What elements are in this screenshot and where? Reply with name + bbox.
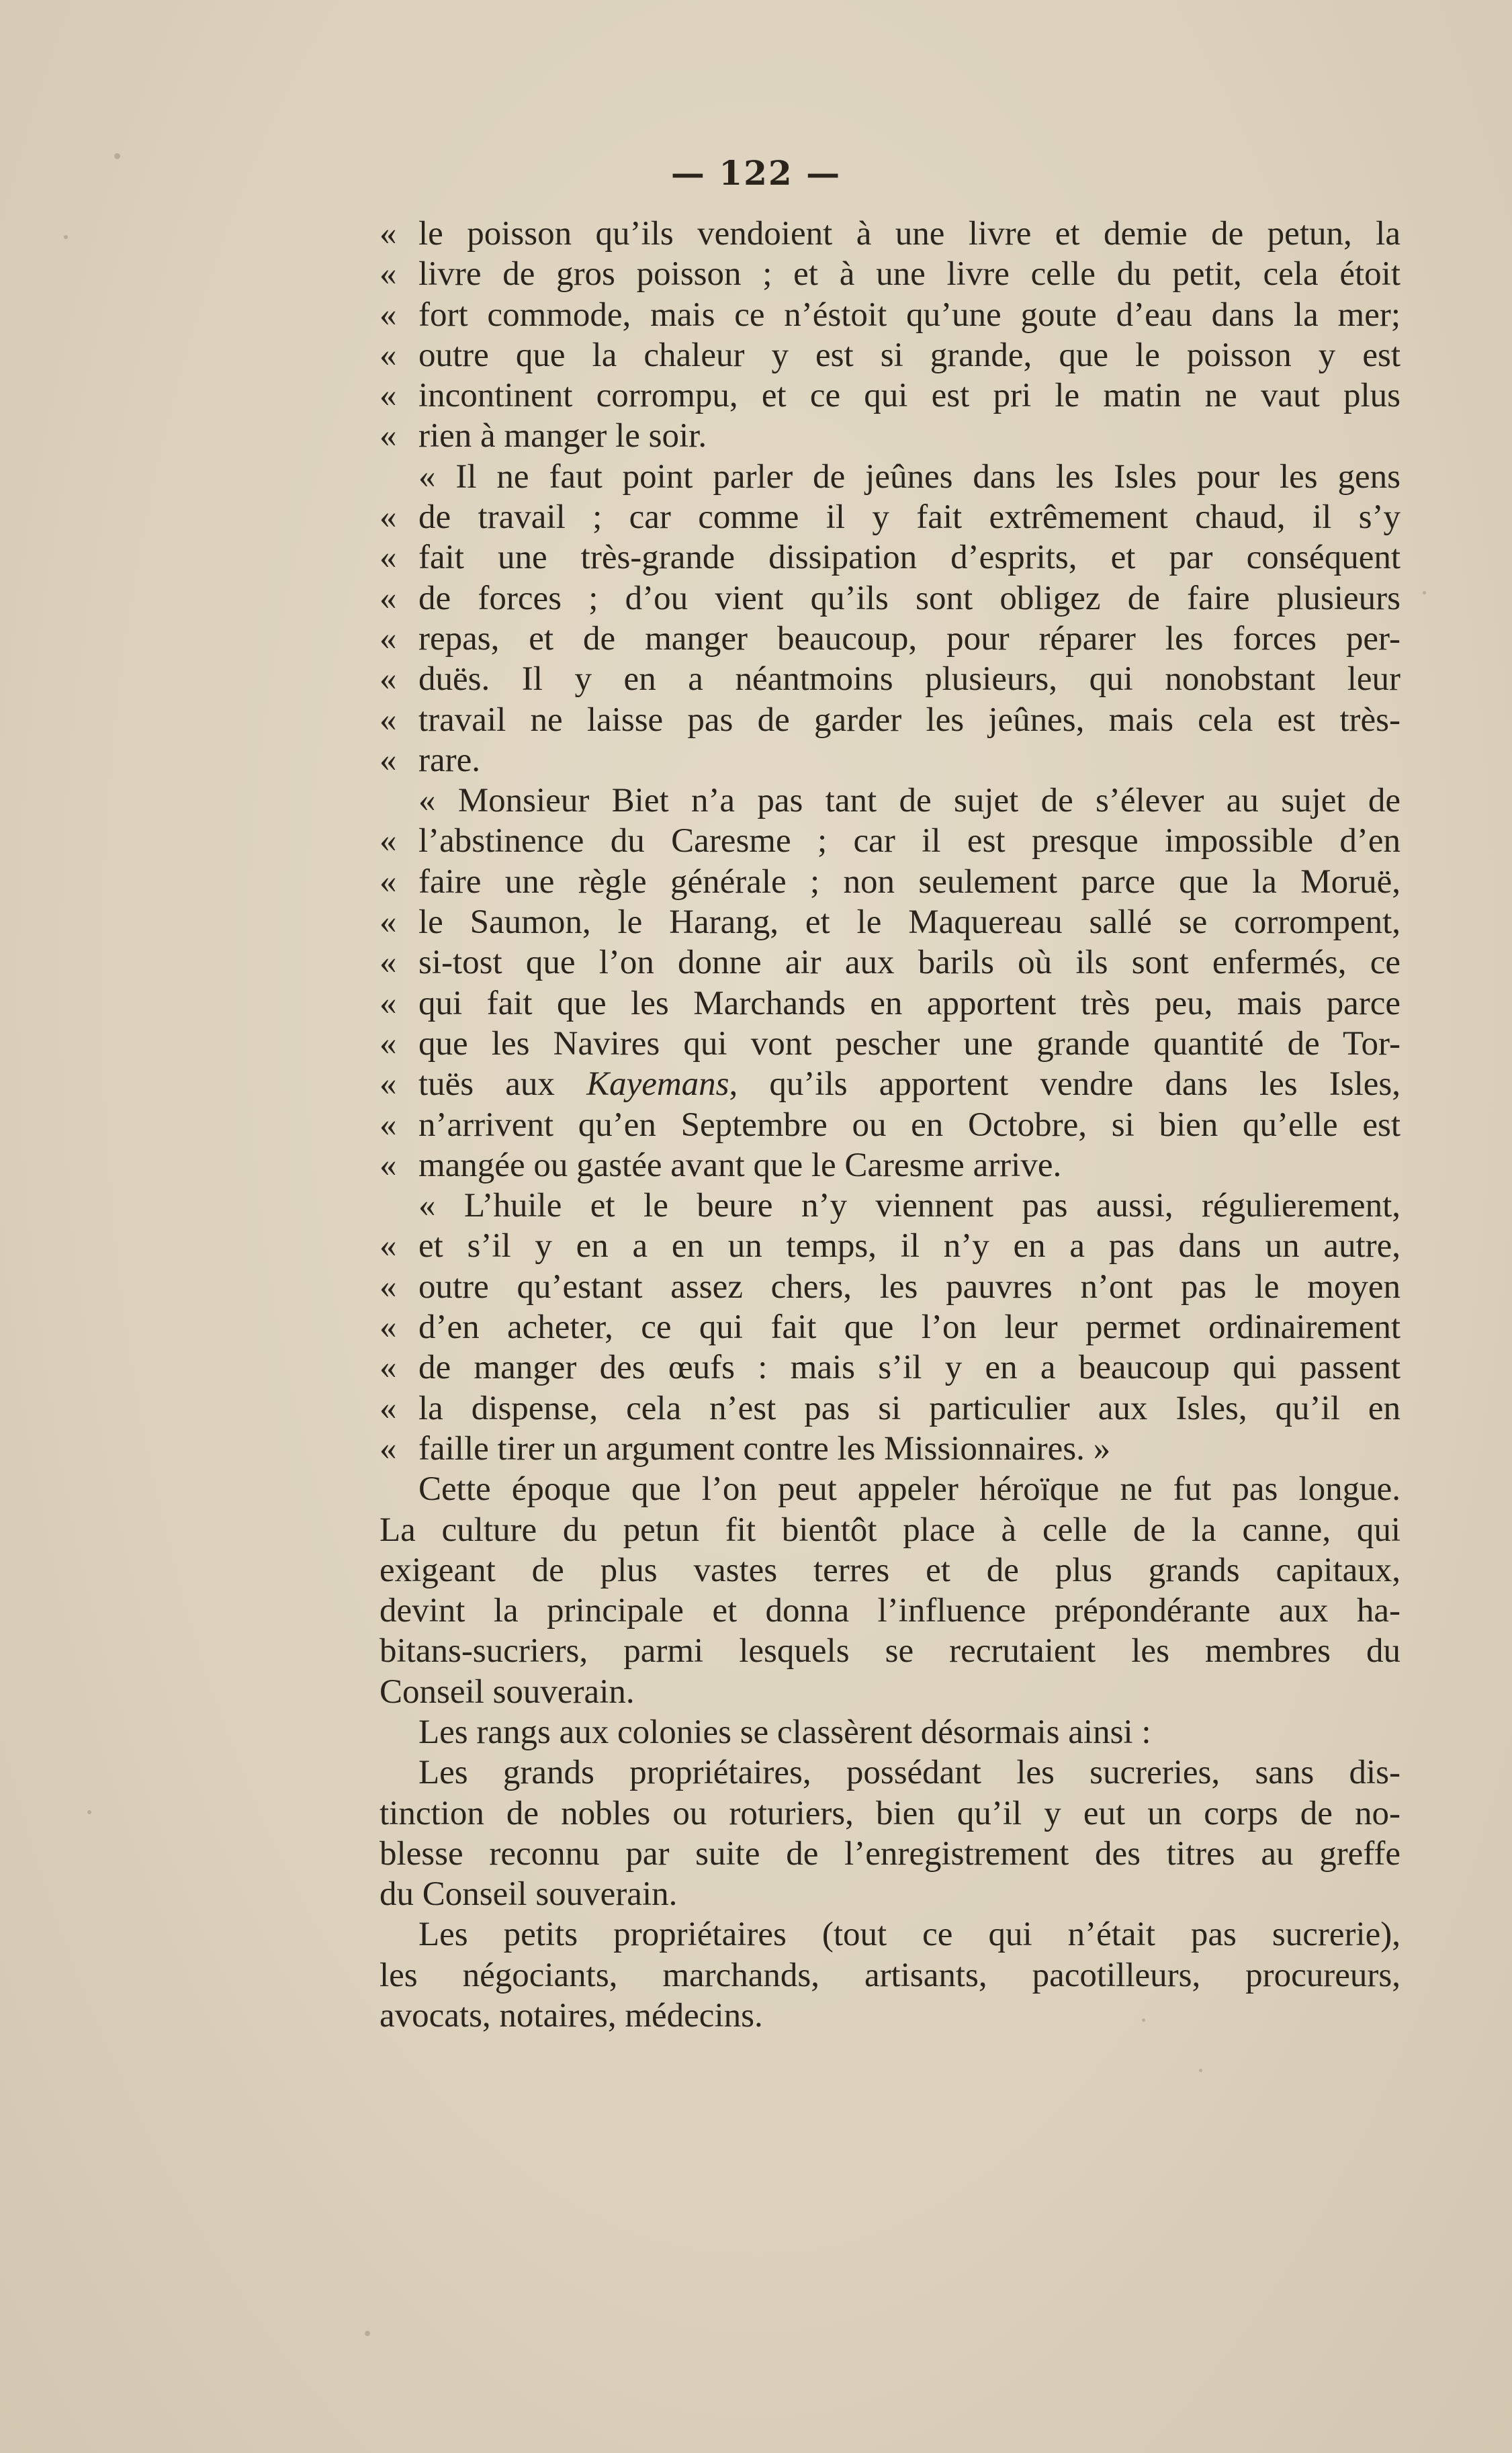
line-segment: Les grands propriétaires, possédant les sucreries, sans dis- xyxy=(418,1754,1400,1792)
text-line xyxy=(380,254,1400,294)
text-line xyxy=(380,1186,1400,1226)
line-text xyxy=(380,1591,1400,1631)
line-text xyxy=(418,942,1400,983)
line-segment: tinction de nobles ou roturiers, bien qu’il y eut un corps de no- xyxy=(380,1794,1400,1832)
line-segment: fait une très-grande dissipation d’esprits, et par conséquent xyxy=(418,539,1400,577)
line-text xyxy=(418,1226,1400,1266)
text-line xyxy=(380,1591,1400,1631)
line-segment: si-tost que l’on donne air aux barils où ils sont enfermés, ce xyxy=(418,944,1400,982)
line-segment: La culture du petun fit bientôt place à celle de la canne, qui xyxy=(380,1511,1400,1549)
line-segment: faille tirer un argument contre les Missionnaires. » xyxy=(418,1429,1111,1468)
text-line xyxy=(380,416,1400,456)
guillemet-mark: « xyxy=(380,1024,397,1063)
text-line xyxy=(380,1631,1400,1671)
text-line xyxy=(380,1914,1400,1955)
line-segment: rien à manger le soir. xyxy=(418,417,707,455)
line-segment: le poisson qu’ils vendoient à une livre et demie de petun, la xyxy=(418,215,1400,253)
text-line xyxy=(380,1024,1400,1064)
line-segment: l’abstinence du Caresme ; car il est presque impossible d’en xyxy=(418,822,1400,860)
text-line xyxy=(380,1307,1400,1347)
line-text xyxy=(380,1955,1400,1996)
line-text xyxy=(418,862,1400,902)
guillemet-mark: « xyxy=(380,255,397,294)
line-text xyxy=(418,1145,1400,1186)
text-line xyxy=(380,821,1400,861)
line-segment: le Saumon, le Harang, et le Maquereau sallé se corrompent, xyxy=(418,903,1400,942)
text-line xyxy=(380,1874,1400,1914)
page-number: — 122 — xyxy=(670,153,842,193)
guillemet-mark: « xyxy=(380,296,397,334)
text-line xyxy=(380,1145,1400,1186)
text-line xyxy=(380,780,1400,821)
line-segment: que les Navires qui vont pescher une grande quantité de Tor- xyxy=(418,1024,1400,1063)
guillemet-mark: « xyxy=(380,1227,397,1265)
guillemet-mark: « xyxy=(380,1267,397,1306)
line-segment: travail ne laisse pas de garder les jeûnes, mais cela est très- xyxy=(418,701,1400,739)
text-line xyxy=(380,1105,1400,1145)
line-text xyxy=(418,1752,1400,1793)
line-segment: blesse reconnu par suite de l’enregistrement des titres au greffe xyxy=(380,1834,1400,1873)
text-line xyxy=(380,1429,1400,1469)
guillemet-mark: « xyxy=(380,417,397,455)
line-text xyxy=(418,1186,1400,1226)
line-text xyxy=(418,1307,1400,1347)
line-segment: Les rangs aux colonies se classèrent désormais ainsi : xyxy=(418,1713,1151,1751)
line-segment: et s’il y en a en un temps, il n’y en a pas dans un autre, xyxy=(418,1227,1400,1265)
text-line xyxy=(380,1955,1400,1996)
guillemet-mark: « xyxy=(380,944,397,982)
guillemet-mark: « xyxy=(380,903,397,942)
line-segment: « L’huile et le beure n’y viennent pas aussi, régulierement, xyxy=(418,1187,1400,1225)
guillemet-mark: « xyxy=(380,701,397,739)
text-line xyxy=(380,902,1400,942)
line-segment: du Conseil souverain. xyxy=(380,1875,678,1914)
line-text xyxy=(418,1712,1400,1752)
line-text xyxy=(418,821,1400,861)
line-text xyxy=(380,1672,1400,1712)
line-segment: de forces ; d’ou vient qu’ils sont obligez de faire plusieurs xyxy=(418,579,1400,617)
line-segment: outre qu’estant assez chers, les pauvres n’ont pas le moyen xyxy=(418,1267,1400,1306)
text-line xyxy=(380,862,1400,902)
line-segment: « Monsieur Biet n’a pas tant de sujet de s’élever au sujet de xyxy=(418,782,1400,820)
line-text xyxy=(418,295,1400,335)
line-text xyxy=(418,214,1400,254)
text-line xyxy=(380,619,1400,659)
text-line xyxy=(380,1834,1400,1874)
line-segment: mangée ou gastée avant que le Caresme arrive. xyxy=(418,1146,1062,1184)
line-text xyxy=(418,659,1400,699)
guillemet-mark: « xyxy=(380,660,397,699)
line-segment: Cette époque que l’on peut appeler héroïque ne fut pas longue. xyxy=(418,1470,1400,1509)
line-text xyxy=(418,497,1400,537)
line-segment: Les petits propriétaires (tout ce qui n’était pas sucrerie), xyxy=(418,1916,1400,1954)
line-text xyxy=(418,457,1400,497)
text-line xyxy=(380,295,1400,335)
guillemet-mark: « xyxy=(380,1389,397,1427)
line-segment: les négociants, marchands, artisants, pacotilleurs, procureurs, xyxy=(380,1956,1400,1994)
line-text xyxy=(418,537,1400,578)
line-segment: de manger des œufs : mais s’il y en a beaucoup qui passent xyxy=(418,1349,1400,1387)
line-text xyxy=(380,1510,1400,1550)
line-segment: outre que la chaleur y est si grande, que le poisson y est xyxy=(418,336,1400,374)
text-line xyxy=(380,335,1400,375)
paper-speck xyxy=(1142,2018,1145,2022)
body-text xyxy=(380,214,1400,2036)
line-text xyxy=(418,1469,1400,1509)
line-text xyxy=(418,983,1400,1024)
line-segment: devint la principale et donna l’influence prépondérante aux ha- xyxy=(380,1592,1400,1630)
text-line xyxy=(380,1510,1400,1550)
line-text xyxy=(418,1347,1400,1388)
guillemet-mark: « xyxy=(380,862,397,901)
text-line xyxy=(380,700,1400,740)
line-segment: d’en acheter, ce qui fait que l’on leur permet ordinairement xyxy=(418,1308,1400,1347)
paper-speck xyxy=(1423,591,1426,594)
line-text xyxy=(418,740,1400,780)
text-line xyxy=(380,983,1400,1024)
guillemet-mark: « xyxy=(380,377,397,415)
guillemet-mark: « xyxy=(380,741,397,779)
line-segment: exigeant de plus vastes terres et de plus grands capitaux, xyxy=(380,1551,1400,1589)
line-text xyxy=(380,1996,1400,2036)
line-segment: qui fait que les Marchands en apportent très peu, mais parce xyxy=(418,984,1400,1022)
text-line xyxy=(380,578,1400,619)
text-line xyxy=(380,1267,1400,1307)
line-text xyxy=(418,1267,1400,1307)
line-text xyxy=(380,1874,1400,1914)
line-segment: repas, et de manger beaucoup, pour réparer les forces per- xyxy=(418,619,1400,658)
text-line xyxy=(380,1996,1400,2036)
italic-word: Kayemans xyxy=(586,1065,729,1104)
line-segment: , qu’ils apportent vendre dans les Isles, xyxy=(729,1065,1400,1104)
line-segment: duës. Il y en a néantmoins plusieurs, qui nonobstant leur xyxy=(418,660,1400,699)
text-line xyxy=(380,457,1400,497)
line-text xyxy=(418,619,1400,659)
line-segment: la dispense, cela n’est pas si particulier aux Isles, qu’il en xyxy=(418,1389,1400,1427)
paper-speck xyxy=(87,1810,91,1814)
text-line xyxy=(380,1752,1400,1793)
text-line xyxy=(380,214,1400,254)
guillemet-mark: « xyxy=(380,1429,397,1468)
text-line xyxy=(380,659,1400,699)
text-line xyxy=(380,497,1400,537)
guillemet-mark: « xyxy=(380,336,397,374)
line-text xyxy=(418,254,1400,294)
line-text xyxy=(418,1064,1400,1104)
line-text xyxy=(418,335,1400,375)
guillemet-mark: « xyxy=(380,1349,397,1387)
text-line xyxy=(380,1347,1400,1388)
line-text xyxy=(418,902,1400,942)
line-text xyxy=(380,1793,1400,1834)
line-text xyxy=(418,1429,1400,1469)
line-segment: de travail ; car comme il y fait extrêmement chaud, il s’y xyxy=(418,498,1400,537)
text-line xyxy=(380,537,1400,578)
text-line xyxy=(380,942,1400,983)
guillemet-mark: « xyxy=(380,498,397,537)
paper-speck xyxy=(64,235,68,239)
text-line xyxy=(380,740,1400,780)
line-segment: Conseil souverain. xyxy=(380,1672,635,1711)
paper-speck xyxy=(365,2331,370,2336)
guillemet-mark: « xyxy=(380,1146,397,1184)
text-line xyxy=(380,1550,1400,1591)
paper-speck xyxy=(114,153,120,159)
line-segment: n’arrivent qu’en Septembre ou en Octobre, si bien qu’elle est xyxy=(418,1106,1400,1144)
text-line xyxy=(380,1388,1400,1429)
text-line xyxy=(380,1793,1400,1834)
text-line xyxy=(380,375,1400,416)
line-text xyxy=(418,375,1400,416)
line-segment: rare. xyxy=(418,741,480,779)
line-text xyxy=(380,1631,1400,1671)
line-segment: incontinent corrompu, et ce qui est pri le matin ne vaut plus xyxy=(418,377,1400,415)
text-line xyxy=(380,1712,1400,1752)
line-text xyxy=(418,416,1400,456)
guillemet-mark: « xyxy=(380,579,397,617)
text-line xyxy=(380,1469,1400,1509)
guillemet-mark: « xyxy=(380,1106,397,1144)
line-text xyxy=(380,1834,1400,1874)
guillemet-mark: « xyxy=(380,539,397,577)
line-text xyxy=(418,1024,1400,1064)
line-segment: fort commode, mais ce n’éstoit qu’une goute d’eau dans la mer; xyxy=(418,296,1400,334)
line-text xyxy=(380,1550,1400,1591)
line-text xyxy=(418,780,1400,821)
line-segment: « Il ne faut point parler de jeûnes dans les Isles pour les gens xyxy=(418,457,1400,496)
line-text xyxy=(418,578,1400,619)
line-text xyxy=(418,1105,1400,1145)
line-segment: tuës aux xyxy=(418,1065,587,1104)
guillemet-mark: « xyxy=(380,984,397,1022)
paper-speck xyxy=(1199,2069,1202,2072)
guillemet-mark: « xyxy=(380,1065,397,1104)
line-text xyxy=(418,700,1400,740)
line-segment: livre de gros poisson ; et à une livre celle du petit, cela étoit xyxy=(418,255,1400,294)
guillemet-mark: « xyxy=(380,822,397,860)
text-line xyxy=(380,1064,1400,1104)
line-segment: avocats, notaires, médecins. xyxy=(380,1997,763,2035)
guillemet-mark: « xyxy=(380,215,397,253)
guillemet-mark: « xyxy=(380,1308,397,1347)
text-line xyxy=(380,1672,1400,1712)
line-text xyxy=(418,1388,1400,1429)
line-segment: faire une règle générale ; non seulement parce que la Moruë, xyxy=(418,862,1400,901)
line-segment: bitans-sucriers, parmi lesquels se recrutaient les membres du xyxy=(380,1632,1400,1670)
guillemet-mark: « xyxy=(380,619,397,658)
line-text xyxy=(418,1914,1400,1955)
text-line xyxy=(380,1226,1400,1266)
